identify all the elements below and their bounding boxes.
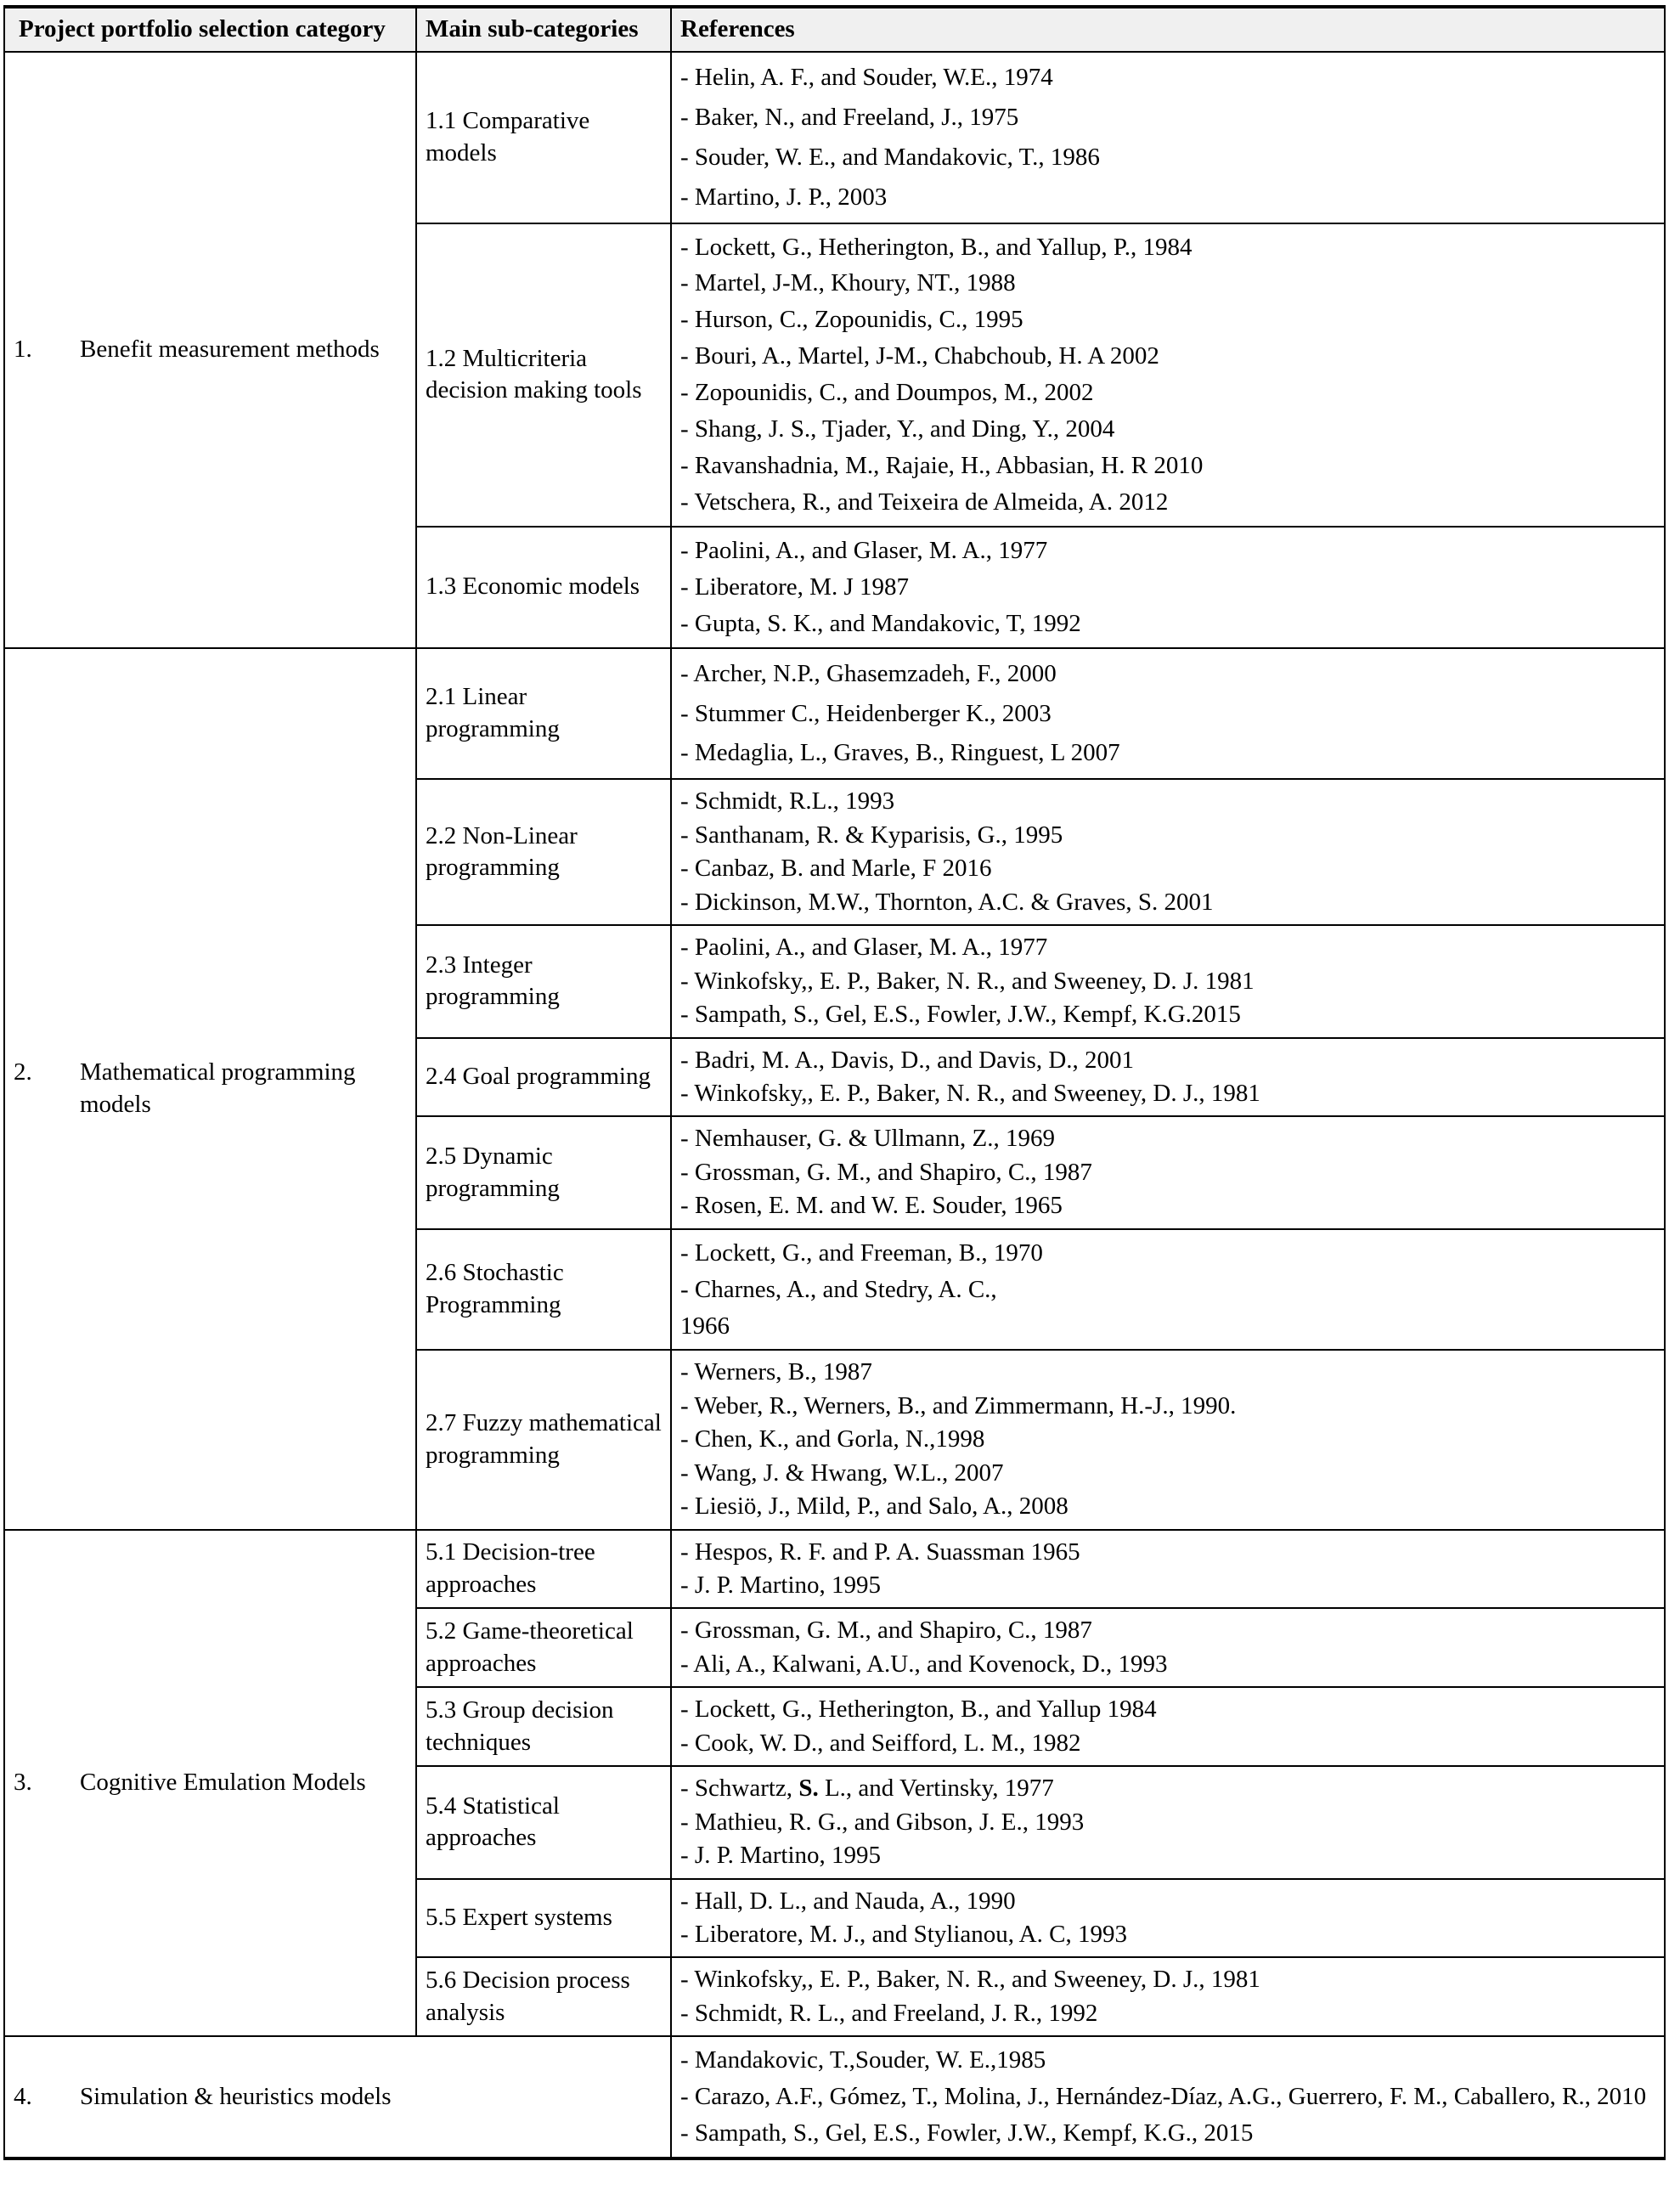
category-label: Mathematical programming models	[80, 1058, 356, 1118]
reference-line: - Schwartz, S. L., and Vertinsky, 1977	[680, 1775, 1054, 1803]
reference-line: - Hall, D. L., and Nauda, A., 1990	[680, 1887, 1016, 1915]
references-cell	[671, 52, 1665, 223]
category-number: 1.	[14, 335, 32, 363]
reference-line: - Lockett, G., Hetherington, B., and Yallup 1984	[680, 1696, 1157, 1724]
subcategory-cell: 5.1 Decision-tree approaches	[416, 1530, 671, 1609]
reference-line: - Canbaz, B. and Marle, F 2016	[680, 855, 992, 883]
subcategory-cell: 5.3 Group decision techniques	[416, 1687, 671, 1766]
reference-line: - Santhanam, R. & Kyparisis, G., 1995	[680, 821, 1063, 849]
references-cell	[671, 1116, 1665, 1228]
reference-line: - Badri, M. A., Davis, D., and Davis, D., 2001	[680, 1046, 1135, 1074]
project-portfolio-selection-table	[3, 5, 1666, 2160]
reference-line: - Stummer C., Heidenberger K., 2003	[680, 699, 1052, 727]
references-cell	[671, 1608, 1665, 1687]
table-header	[4, 7, 1665, 52]
category-cell	[4, 2036, 671, 2158]
reference-line: - Gupta, S. K., and Mandakovic, T, 1992	[680, 609, 1081, 637]
subcategory-cell: 1.1 Comparative models	[416, 52, 671, 223]
subcategory-cell: 5.6 Decision process analysis	[416, 1957, 671, 2036]
reference-line: - Shang, J. S., Tjader, Y., and Ding, Y., 2004	[680, 415, 1115, 443]
subcategory-cell: 1.3 Economic models	[416, 527, 671, 648]
reference-line: - Winkofsky,, E. P., Baker, N. R., and Sweeney, D. J. 1981	[680, 967, 1255, 995]
reference-line: - Carazo, A.F., Gómez, T., Molina, J., Hernández-Díaz, A.G., Guerrero, F. M., Caballero, R., 2010	[680, 2083, 1647, 2111]
reference-line: - Mathieu, R. G., and Gibson, J. E., 1993	[680, 1808, 1085, 1836]
reference-line: - Sampath, S., Gel, E.S., Fowler, J.W., Kempf, K.G.2015	[680, 1001, 1241, 1029]
reference-line: - Martel, J-M., Khoury, NT., 1988	[680, 269, 1016, 297]
reference-line: - Helin, A. F., and Souder, W.E., 1974	[680, 63, 1053, 91]
reference-line: - Archer, N.P., Ghasemzadeh, F., 2000	[680, 659, 1057, 687]
header-row	[4, 7, 1665, 52]
reference-line: - Lockett, G., and Freeman, B., 1970	[680, 1239, 1043, 1267]
references-cell	[671, 779, 1665, 925]
category-number: 2.	[14, 1058, 32, 1086]
reference-line: - Charnes, A., and Stedry, A. C.,	[680, 1275, 997, 1303]
references-cell	[671, 1766, 1665, 1878]
reference-line: - Liesiö, J., Mild, P., and Salo, A., 2008	[680, 1493, 1068, 1521]
reference-line: - Liberatore, M. J., and Stylianou, A. C, 1993	[680, 1920, 1127, 1948]
subcategory-cell: 1.2 Multicriteria decision making tools	[416, 223, 671, 527]
reference-line: - Werners, B., 1987	[680, 1358, 872, 1386]
header-references: References	[671, 7, 1665, 52]
reference-line: - J. P. Martino, 1995	[680, 1842, 882, 1870]
references-cell	[671, 223, 1665, 527]
reference-line: - Rosen, E. M. and W. E. Souder, 1965	[680, 1192, 1063, 1220]
subcategory-cell: 2.2 Non-Linear programming	[416, 779, 671, 925]
references-cell	[671, 648, 1665, 780]
references-cell	[671, 1957, 1665, 2036]
reference-line: - Dickinson, M.W., Thornton, A.C. & Graves, S. 2001	[680, 888, 1214, 916]
reference-line: - Nemhauser, G. & Ullmann, Z., 1969	[680, 1125, 1056, 1153]
subcategory-cell: 2.1 Linear programming	[416, 648, 671, 780]
category-cell	[4, 648, 416, 1530]
reference-line: - Mandakovic, T.,Souder, W. E.,1985	[680, 2046, 1046, 2074]
category-number: 4.	[14, 2082, 32, 2110]
reference-line: 1966	[680, 1312, 730, 1340]
table-body	[4, 52, 1665, 2158]
reference-line: - Paolini, A., and Glaser, M. A., 1977	[680, 934, 1048, 962]
subcategory-cell: 2.6 Stochastic Programming	[416, 1229, 671, 1351]
reference-line: - Zopounidis, C., and Doumpos, M., 2002	[680, 379, 1094, 407]
reference-line: - Cook, W. D., and Seifford, L. M., 1982	[680, 1729, 1081, 1757]
category-number: 3.	[14, 1769, 32, 1797]
reference-line: - Winkofsky,, E. P., Baker, N. R., and Sweeney, D. J., 1981	[680, 1966, 1260, 1994]
subcategory-cell: 2.5 Dynamic programming	[416, 1116, 671, 1228]
category-cell	[4, 52, 416, 648]
reference-line: - Hespos, R. F. and P. A. Suassman 1965	[680, 1538, 1080, 1566]
reference-line: - Chen, K., and Gorla, N.,1998	[680, 1425, 985, 1453]
references-cell	[671, 1687, 1665, 1766]
category-label: Benefit measurement methods	[80, 335, 380, 363]
reference-line: - Martino, J. P., 2003	[680, 183, 888, 211]
reference-line: - Hurson, C., Zopounidis, C., 1995	[680, 306, 1023, 334]
subcategory-cell: 2.3 Integer programming	[416, 925, 671, 1037]
reference-line: - Lockett, G., Hetherington, B., and Yallup, P., 1984	[680, 233, 1193, 261]
reference-line: - Vetschera, R., and Teixeira de Almeida, A. 2012	[680, 488, 1169, 516]
references-cell	[671, 925, 1665, 1037]
reference-line: - Weber, R., Werners, B., and Zimmermann, H.-J., 1990.	[680, 1391, 1237, 1419]
table-row	[4, 52, 1665, 223]
references-cell	[671, 1038, 1665, 1117]
header-category: Project portfolio selection category	[4, 7, 416, 52]
reference-line: - Paolini, A., and Glaser, M. A., 1977	[680, 536, 1048, 564]
category-label: Cognitive Emulation Models	[80, 1769, 366, 1797]
reference-line: - Winkofsky,, E. P., Baker, N. R., and Sweeney, D. J., 1981	[680, 1079, 1260, 1107]
reference-line: - Grossman, G. M., and Shapiro, C., 1987	[680, 1617, 1092, 1645]
category-cell	[4, 1530, 416, 2037]
references-cell	[671, 1350, 1665, 1529]
references-cell	[671, 1530, 1665, 1609]
reference-line: - Ali, A., Kalwani, A.U., and Kovenock, D., 1993	[680, 1650, 1168, 1678]
reference-line: - Schmidt, R.L., 1993	[680, 787, 895, 815]
reference-line: - Ravanshadnia, M., Rajaie, H., Abbasian, H. R 2010	[680, 452, 1204, 479]
subcategory-cell: 5.5 Expert systems	[416, 1879, 671, 1958]
reference-line: - Souder, W. E., and Mandakovic, T., 1986	[680, 143, 1100, 171]
table-row	[4, 648, 1665, 780]
reference-line: - Bouri, A., Martel, J-M., Chabchoub, H. A 2002	[680, 342, 1159, 370]
header-subcategories: Main sub-categories	[416, 7, 671, 52]
references-cell	[671, 1879, 1665, 1958]
references-cell	[671, 2036, 1665, 2158]
reference-line: - Baker, N., and Freeland, J., 1975	[680, 103, 1019, 131]
reference-line: - Sampath, S., Gel, E.S., Fowler, J.W., Kempf, K.G., 2015	[680, 2119, 1254, 2147]
reference-line: - Wang, J. & Hwang, W.L., 2007	[680, 1459, 1004, 1487]
subcategory-cell: 5.4 Statistical approaches	[416, 1766, 671, 1878]
subcategory-cell: 2.7 Fuzzy mathematical programming	[416, 1350, 671, 1529]
references-cell	[671, 527, 1665, 648]
reference-line: - Liberatore, M. J 1987	[680, 573, 909, 601]
table-row	[4, 2036, 1665, 2158]
references-cell	[671, 1229, 1665, 1351]
reference-line: - Grossman, G. M., and Shapiro, C., 1987	[680, 1158, 1092, 1186]
reference-line: - Schmidt, R. L., and Freeland, J. R., 1992	[680, 1999, 1098, 2027]
reference-line: - J. P. Martino, 1995	[680, 1572, 882, 1600]
subcategory-cell: 5.2 Game-theoretical approaches	[416, 1608, 671, 1687]
category-label: Simulation & heuristics models	[80, 2082, 392, 2110]
subcategory-cell: 2.4 Goal programming	[416, 1038, 671, 1117]
reference-line: - Medaglia, L., Graves, B., Ringuest, L 2007	[680, 739, 1120, 767]
table-row	[4, 1530, 1665, 1609]
